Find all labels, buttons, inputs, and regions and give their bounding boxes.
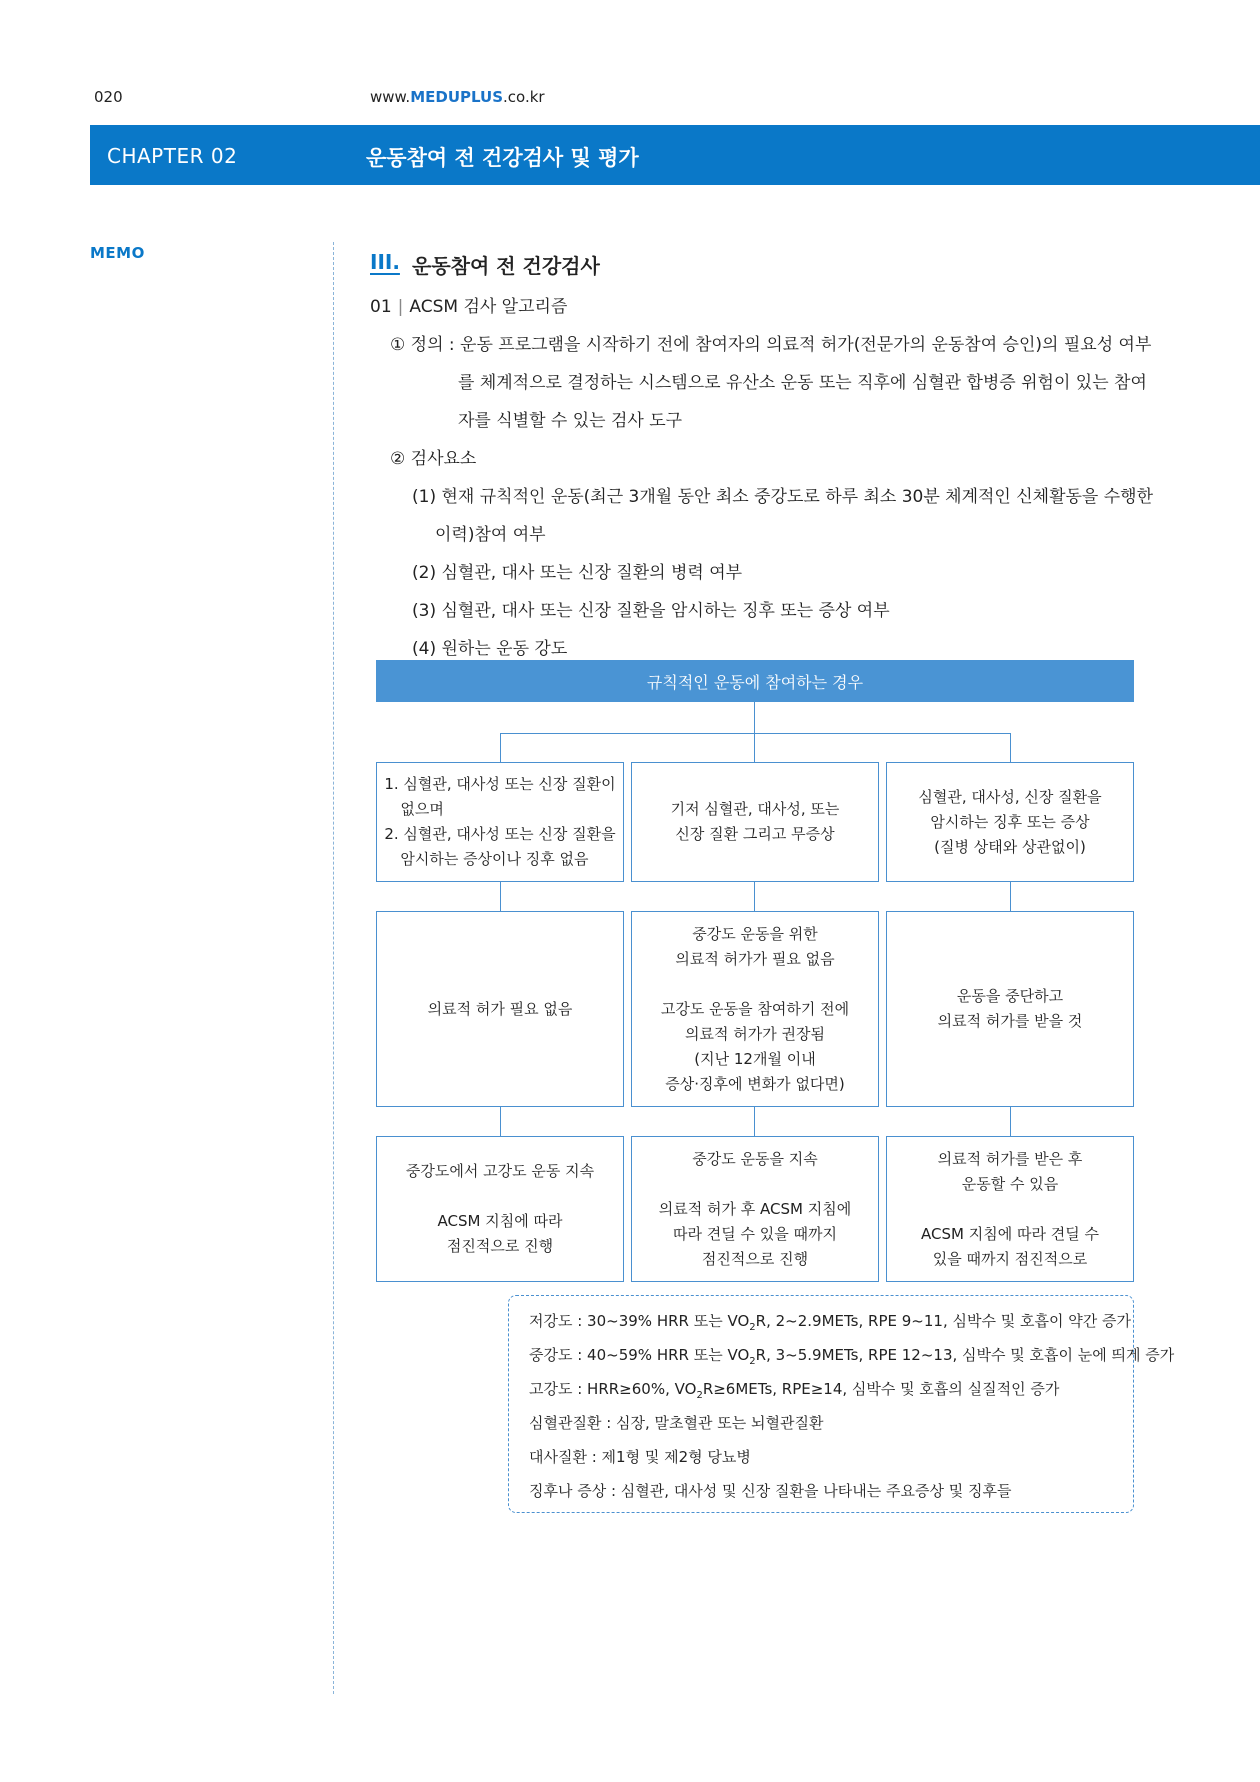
flow-box-no-disease (376, 762, 624, 882)
element-item-1-cont: 이력)참여 여부 (435, 525, 546, 545)
url-brand: MEDUPLUS (410, 88, 504, 106)
subsection-title: ACSM 검사 알고리즘 (409, 297, 568, 317)
element-item-1: (1) 현재 규칙적인 운동(최근 3개월 동안 최소 중강도로 하루 최소 30분 체계적인 신체활동을 수행한 (412, 487, 1154, 507)
legend-low-intensity (529, 1310, 1131, 1333)
legend-text: R, 3~5.9METs, RPE 12~13, 심박수 및 호흡이 눈에 띄게 증가 (755, 1346, 1175, 1364)
flow-text: 암시하는 징후 또는 증상 (930, 812, 1090, 831)
element-item-4: (4) 원하는 운동 강도 (412, 639, 568, 659)
definition-line-2: 를 체계적으로 결정하는 시스템으로 유산소 운동 또는 직후에 심혈관 합병증 위험이 있는 참여 (458, 373, 1147, 393)
flow-text: 점진적으로 진행 (446, 1237, 554, 1255)
flow-text: 2. 심혈관, 대사성 또는 신장 질환을 (384, 825, 616, 843)
legend-text: R≥6METs, RPE≥14, 심박수 및 호흡의 실질적인 증가 (702, 1380, 1060, 1398)
legend-text: 저강도 : 30~39% HRR 또는 VO (529, 1312, 750, 1330)
flow-text: 중강도 운동을 위한 (692, 924, 818, 943)
connector-left-r1r2 (500, 882, 501, 911)
flow-text: 운동을 중단하고 (956, 987, 1064, 1005)
flow-box-continue-moderate-vigorous (376, 1136, 624, 1282)
legend-metabolic: 대사질환 : 제1형 및 제2형 당뇨병 (529, 1448, 751, 1466)
chapter-title: 운동참여 전 건강검사 및 평가 (366, 146, 639, 170)
connector-right-r2r3 (1010, 1107, 1011, 1136)
flow-text: 의료적 허가 후 ACSM 지침에 (658, 1199, 852, 1218)
url-prefix: www. (370, 88, 411, 106)
legend-vigorous-intensity (529, 1378, 1059, 1401)
flow-box-known-disease-asymptomatic (631, 762, 879, 882)
flow-box-exercise-after-clearance (886, 1136, 1134, 1282)
flow-text: 기저 심혈관, 대사성, 또는 (670, 800, 840, 818)
flowchart-header: 규칙적인 운동에 참여하는 경우 (376, 660, 1134, 702)
connector-left-drop (500, 733, 501, 762)
flow-text: 심혈관, 대사성, 신장 질환을 (918, 787, 1102, 806)
flow-text: 의료적 허가를 받은 후 (937, 1149, 1083, 1168)
site-url[interactable] (370, 88, 545, 106)
definition-line-3: 자를 식별할 수 있는 검사 도구 (458, 411, 683, 431)
flow-text: 없으며 (400, 800, 444, 818)
chapter-label: CHAPTER 02 (107, 144, 238, 168)
flow-text: ACSM 지침에 따라 견딜 수 (921, 1224, 1099, 1243)
legend-text: 고강도 : HRR≥60%, VO (529, 1380, 697, 1398)
flow-text: 운동할 수 있음 (961, 1174, 1059, 1193)
legend-subscript: 2 (696, 1390, 703, 1401)
definitions-legend (508, 1295, 1175, 1513)
flow-box-clearance-recommended (631, 911, 879, 1107)
legend-subscript: 2 (749, 1356, 756, 1367)
flow-text: 의료적 허가가 권장됨 (685, 1024, 825, 1043)
flow-text: (지난 12개월 이내 (694, 1049, 816, 1068)
flow-text: 있을 때까지 점진적으로 (932, 1249, 1088, 1268)
legend-text: 중강도 : 40~59% HRR 또는 VO (529, 1346, 750, 1364)
elements-label: ② 검사요소 (390, 449, 477, 469)
flow-text: 증상·징후에 변화가 없다면) (665, 1074, 845, 1093)
element-item-2: (2) 심혈관, 대사 또는 신장 질환의 병력 여부 (412, 563, 743, 583)
legend-subscript: 2 (749, 1322, 756, 1333)
url-suffix: .co.kr (503, 88, 545, 106)
connector-horizontal (500, 733, 1011, 734)
flow-text: 암시하는 증상이나 징후 없음 (400, 850, 589, 868)
flow-text: 의료적 허가가 필요 없음 (675, 949, 835, 968)
legend-cardiovascular: 심혈관질환 : 심장, 말초혈관 또는 뇌혈관질환 (529, 1414, 824, 1432)
flow-text: 1. 심혈관, 대사성 또는 신장 질환이 (384, 775, 616, 793)
flow-text: 고강도 운동을 참여하기 전에 (660, 999, 850, 1018)
flow-text: 중강도 운동을 지속 (692, 1149, 818, 1168)
element-item-3: (3) 심혈관, 대사 또는 신장 질환을 암시하는 징후 또는 증상 여부 (412, 601, 890, 621)
connector-right-r1r2 (1010, 882, 1011, 911)
legend-signs-symptoms: 징후나 증상 : 심혈관, 대사성 및 신장 질환을 나타내는 주요증상 및 징후들 (529, 1482, 1012, 1500)
definition-line-1: ① 정의 : 운동 프로그램을 시작하기 전에 참여자의 의료적 허가(전문가의 운동참여 승인)의 필요성 여부 (390, 335, 1152, 355)
subsection-heading (370, 292, 567, 317)
flow-text: ACSM 지침에 따라 (437, 1212, 563, 1230)
connector-middle-r1r2 (754, 882, 755, 911)
flow-text: 점진적으로 진행 (701, 1249, 809, 1268)
flow-box-continue-moderate (631, 1136, 879, 1282)
connector-middle-r2r3 (754, 1107, 755, 1136)
connector-header-down (754, 702, 755, 762)
flow-box-no-clearance (376, 911, 624, 1107)
subsection-number: 01 (370, 297, 392, 317)
legend-moderate-intensity (529, 1344, 1174, 1367)
connector-right-drop (1010, 733, 1011, 762)
flow-text: 의료적 허가를 받을 것 (937, 1012, 1083, 1030)
flow-text: 신장 질환 그리고 무증상 (675, 825, 835, 843)
section-number: III. (370, 250, 400, 274)
flow-text: 의료적 허가 필요 없음 (427, 999, 573, 1018)
flow-box-stop-exercise (886, 911, 1134, 1107)
memo-label: MEMO (90, 244, 145, 262)
chapter-banner (90, 125, 1260, 185)
flow-text: (질병 상태와 상관없이) (934, 837, 1086, 856)
legend-text: R, 2~2.9METs, RPE 9~11, 심박수 및 호흡이 약간 증가 (755, 1312, 1131, 1330)
section-title: 운동참여 전 건강검사 (412, 254, 600, 278)
memo-divider (333, 242, 334, 1694)
flow-text: 따라 견딜 수 있을 때까지 (673, 1224, 837, 1243)
page-number: 020 (94, 88, 123, 106)
flow-box-symptomatic (886, 762, 1134, 882)
connector-left-r2r3 (500, 1107, 501, 1136)
flow-text: 중강도에서 고강도 운동 지속 (405, 1162, 595, 1180)
subsection-separator: | (397, 297, 404, 317)
